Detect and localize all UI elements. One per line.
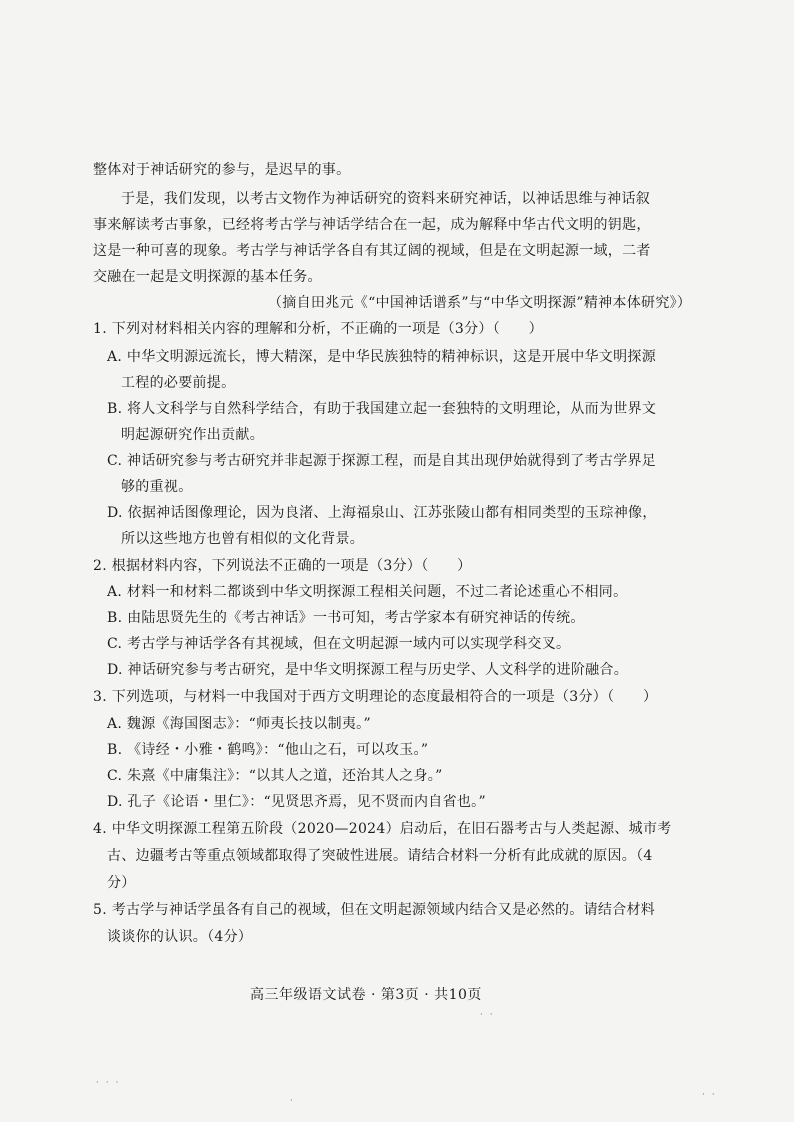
question-3-option-b: B. 《诗经・小雅・鹤鸣》：“他山之石，可以攻玉。” xyxy=(107,742,429,758)
passage-line: 事来解读考古事象，已经将考古学与神话学结合在一起，成为解释中华古代文明的钥匙， xyxy=(93,217,651,233)
question-2-option-c: C. 考古学与神话学各有其视域，但在文明起源一域内可以实现学科交叉。 xyxy=(107,636,571,652)
question-1-option-b-cont: 明起源研究作出贡献。 xyxy=(121,427,264,443)
scan-speck: · · · xyxy=(96,1078,121,1088)
scan-speck: · xyxy=(290,1096,295,1106)
question-2-stem: 2. 根据材料内容，下列说法不正确的一项是（3分）（ ） xyxy=(93,558,472,574)
question-5-stem: 5. 考古学与神话学虽各有自己的视域，但在文明起源领域内结合又是必然的。请结合材料 xyxy=(93,902,656,918)
scan-speck: · · xyxy=(702,1090,717,1100)
question-3-option-c: C. 朱熹《中庸集注》：“以其人之道，还治其人之身。” xyxy=(107,768,443,784)
passage-line: 于是，我们发现，以考古文物作为神话研究的资料来研究神话，以神话思维与神话叙 xyxy=(121,191,651,207)
question-1-option-d-cont: 所以这些地方也曾有相似的文化背景。 xyxy=(121,531,365,547)
question-1-option-c: C. 神话研究参与考古研究并非起源于探源工程，而是自其出现伊始就得到了考古学界足 xyxy=(107,453,657,469)
passage-line: 这是一种可喜的现象。考古学与神话学各自有其辽阔的视域，但是在文明起源一域，二者 xyxy=(93,243,651,259)
question-1-stem: 1. 下列对材料相关内容的理解和分析，不正确的一项是（3分）（ ） xyxy=(93,321,543,337)
question-2-option-a: A. 材料一和材料二都谈到中华文明探源工程相关问题，不过二者论述重心不相同。 xyxy=(107,584,628,600)
page-footer: 高三年级语文试卷 · 第3页 · 共10页 xyxy=(250,987,482,1003)
passage-line: 整体对于神话研究的参与，是迟早的事。 xyxy=(93,162,351,178)
question-3-option-a: A. 魏源《海国图志》：“师夷长技以制夷。” xyxy=(107,716,371,732)
scan-speck: · · xyxy=(480,1010,495,1020)
question-5-stem-cont: 谈谈你的认识。（4分） xyxy=(107,929,253,945)
question-1-option-d: D. 依据神话图像理论，因为良渚、上海福泉山、江苏张陵山都有相同类型的玉琮神像， xyxy=(107,505,657,521)
question-1-option-a: A. 中华文明源远流长，博大精深，是中华民族独特的精神标识，这是开展中华文明探源 xyxy=(107,349,657,365)
question-1-option-b: B. 将人文科学与自然科学结合，有助于我国建立起一套独特的文明理论，从而为世界文 xyxy=(107,401,657,417)
question-4-stem: 4. 中华文明探源工程第五阶段（2020—2024）启动后，在旧石器考古与人类起源、城市考 xyxy=(93,821,672,837)
question-2-option-b: B. 由陆思贤先生的《考古神话》一书可知，考古学家本有研究神话的传统。 xyxy=(107,610,585,626)
question-3-option-d: D. 孔子《论语・里仁》：“见贤思齐焉，见不贤而内自省也。” xyxy=(107,794,486,810)
passage-source: （摘自田兆元《“中国神话谱系”与“中华文明探源”精神本体研究》） xyxy=(268,295,692,311)
passage-line: 交融在一起是文明探源的基本任务。 xyxy=(93,269,322,285)
question-4-stem-cont: 古、边疆考古等重点领域都取得了突破性进展。请结合材料一分析有此成就的原因。（4 xyxy=(107,848,653,864)
question-4-stem-cont: 分） xyxy=(107,875,136,891)
question-1-option-a-cont: 工程的必要前提。 xyxy=(121,375,236,391)
question-1-option-c-cont: 够的重视。 xyxy=(121,479,193,495)
question-2-option-d: D. 神话研究参与考古研究，是中华文明探源工程与历史学、人文科学的进阶融合。 xyxy=(107,662,629,678)
question-3-stem: 3. 下列选项，与材料一中我国对于西方文明理论的态度最相符合的一项是（3分）（ ） xyxy=(93,689,658,705)
